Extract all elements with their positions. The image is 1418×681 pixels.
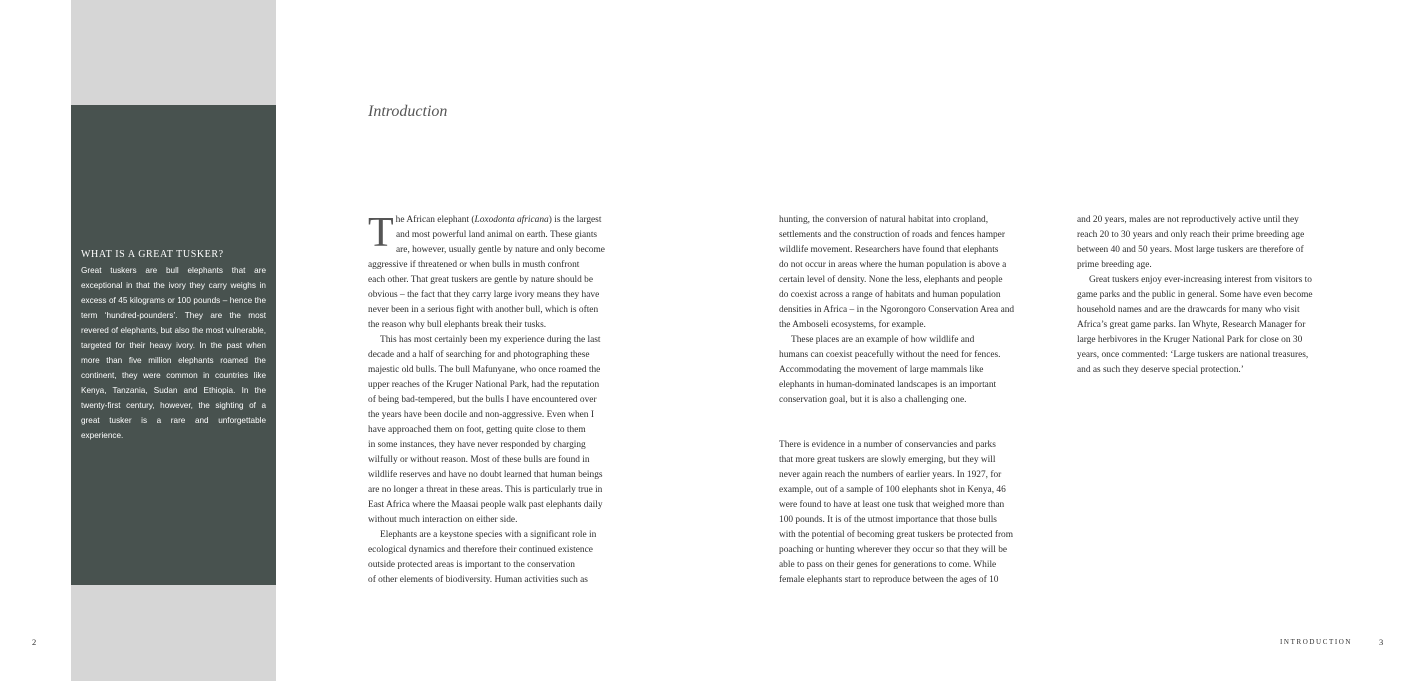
sidebar-box (71, 105, 276, 585)
text-line: poaching or hunting wherever they occur so that they will be (779, 545, 1008, 555)
section-break (779, 408, 1054, 438)
text-line: female elephants start to reproduce between the ages of 10 (779, 575, 999, 585)
right-page-number: 3 (1379, 637, 1384, 647)
text-line: densities in Africa – in the Ngorongoro Conservation Area and (779, 305, 1015, 315)
running-head: INTRODUCTION (1280, 638, 1353, 646)
species-name: Loxodonta africana (474, 215, 549, 225)
text-column-3 (1077, 213, 1352, 378)
text-line: without much interaction on either side. (368, 515, 518, 525)
text-line: 100 pounds. It is of the utmost importance that those bulls (779, 515, 997, 525)
text-line: example, out of a sample of 100 elephants shot in Kenya, 46 (779, 485, 1006, 495)
text-line: of being bad-tempered, but the bulls I have encountered over (368, 395, 597, 405)
paragraph-5 (779, 333, 1054, 408)
text-line: This has most certainly been my experience during the last (380, 335, 601, 345)
text-line: with the potential of becoming great tuskers be protected from (779, 530, 1014, 540)
text-line: obvious – the fact that they carry large ivory means they have (368, 290, 600, 300)
text-line: in some instances, they have never responded by charging (368, 440, 586, 450)
text-line: certain level of density. None the less, elephants and people (779, 275, 1003, 285)
text-line: able to pass on their genes for generations to come. While (779, 560, 997, 570)
sidebar-heading: WHAT IS A GREAT TUSKER? (81, 249, 224, 260)
drop-cap: T (368, 210, 394, 256)
text-line: East Africa where the Maasai people walk past elephants daily (368, 500, 603, 510)
text-line: reach 20 to 30 years and only reach their prime breeding age (1077, 230, 1305, 240)
text-line: hunting, the conversion of natural habitat into cropland, (779, 215, 989, 225)
paragraph-3 (368, 528, 643, 588)
paragraph-4 (779, 213, 1054, 333)
paragraph-8 (1077, 273, 1352, 378)
text-line: were found to have at least one tusk that weighed more than (779, 500, 1005, 510)
text-line: Elephants are a keystone species with a significant role in (380, 530, 597, 540)
text-line: wildlife movement. Researchers have found that elephants (779, 245, 999, 255)
text-line: There is evidence in a number of conservancies and parks (779, 440, 996, 450)
text-column-1 (368, 210, 643, 588)
text-line: each other. That great tuskers are gentle by nature should be (368, 275, 594, 285)
lead-line-1-text: he African elephant ( (395, 215, 475, 225)
text-line: large herbivores in the Kruger National Park for close on 30 (1077, 335, 1303, 345)
text-line: have approached them on foot, getting quite close to them (368, 425, 586, 435)
text-line: majestic old bulls. The bull Mafunyane, who once roamed the (368, 365, 601, 375)
text-line: upper reaches of the Kruger National Park, had the reputation (368, 380, 600, 390)
text-line: wildlife reserves and have no doubt learned that human beings (368, 470, 603, 480)
text-line: that more great tuskers are slowly emerging, but they will (779, 455, 996, 465)
text-line: household names and are the drawcards for many who visit (1077, 305, 1300, 315)
text-line: never again reach the numbers of earlier years. In 1927, for (779, 470, 1002, 480)
text-line: the reason why bull elephants break their tusks. (368, 320, 547, 330)
lead-line-1-end: ) is the largest (548, 215, 602, 225)
text-line: ecological dynamics and therefore their continued existence (368, 545, 593, 555)
text-line: game parks and the public in general. Some have even become (1077, 290, 1313, 300)
lead-line-3: are, however, usually gentle by nature and only become (396, 245, 605, 255)
text-line: the Amboseli ecosystems, for example. (779, 320, 926, 330)
text-line: Great tuskers enjoy ever-increasing interest from visitors to (1089, 275, 1312, 285)
text-line: outside protected areas is important to the conservation (368, 560, 575, 570)
text-line: do coexist across a range of habitats and human population (779, 290, 1001, 300)
chapter-title: Introduction (368, 103, 448, 120)
text-line: aggressive if threatened or when bulls in musth confront (368, 260, 580, 270)
paragraph-1-rest (368, 258, 643, 333)
text-column-2 (779, 213, 1054, 588)
text-line: are no longer a threat in these areas. This is particularly true in (368, 485, 603, 495)
text-line: years, once commented: ‘Large tuskers are national treasures, (1077, 350, 1309, 360)
text-line: of other elements of biodiversity. Human activities such as (368, 575, 588, 585)
text-line: conservation goal, but it is also a challenging one. (779, 395, 967, 405)
text-line: wilfully or without reason. Most of these bulls are found in (368, 455, 590, 465)
text-line: between 40 and 50 years. Most large tuskers are therefore of (1077, 245, 1304, 255)
paragraph-2 (368, 333, 643, 528)
text-line: and 20 years, males are not reproductively active until they (1077, 215, 1299, 225)
lead-line-1 (368, 213, 643, 228)
text-line: settlements and the construction of roads and fences hamper (779, 230, 1005, 240)
text-line: humans can coexist peacefully without the need for fences. (779, 350, 1001, 360)
text-line: Accommodating the movement of large mammals like (779, 365, 984, 375)
lead-line-2: and most powerful land animal on earth. These giants (396, 230, 598, 240)
left-page-number: 2 (32, 637, 37, 647)
text-line: the years have been docile and non-aggressive. Even when I (368, 410, 594, 420)
sidebar-body: Great tuskers are bull elephants that are exceptional in that the ivory they carry weighs in excess of 45 kilograms or 100 pounds – hence the term ‘hundred-pounders’. They are the most revered of elephants, but also the most vulnerable, targeted for their heavy ivory. In the past when more than five million elephants roamed the continent, they were common in countries like Kenya, Tanzania, Sudan and Ethiopia. In the twenty-first century, however, the sighting of a great tusker is a rare and unforgettable experience. (81, 266, 266, 440)
text-line: decade and a half of searching for and photographing these (368, 350, 590, 360)
text-line: These places are an example of how wildlife and (791, 335, 975, 345)
text-line: Africa’s great game parks. Ian Whyte, Research Manager for (1077, 320, 1306, 330)
paragraph-7 (1077, 213, 1352, 273)
text-line: and as such they deserve special protection.’ (1077, 365, 1244, 375)
text-line: elephants in human-dominated landscapes is an important (779, 380, 997, 390)
text-line: never been in a serious fight with another bull, which is often (368, 305, 599, 315)
paragraph-6 (779, 438, 1054, 588)
text-line: prime breeding age. (1077, 260, 1152, 270)
text-line: do not occur in areas where the human population is above a (779, 260, 1007, 270)
